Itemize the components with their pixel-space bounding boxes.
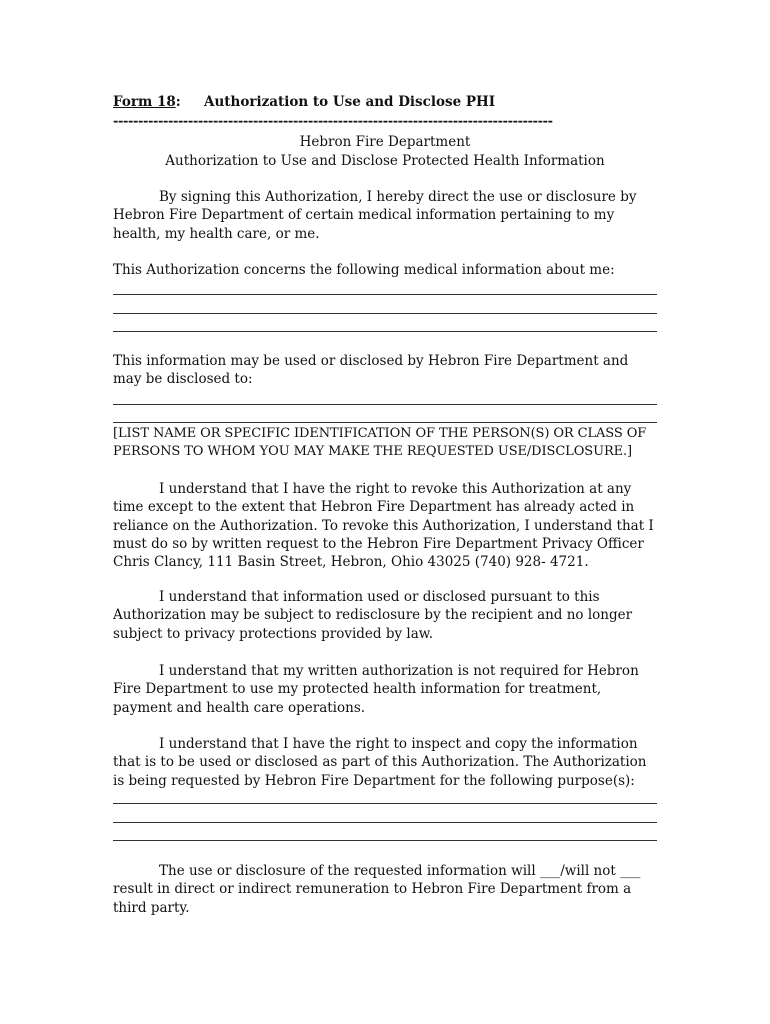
form-number-colon: :: [175, 94, 181, 110]
paragraph-medical-info: [113, 261, 661, 279]
paragraph-line: [LIST NAME OR SPECIFIC IDENTIFICATION OF THE PERSON(S) OR CLASS OF: [113, 426, 647, 441]
paragraph-line: may be disclosed to:: [113, 371, 253, 388]
header-separator: ----------------------------------------------------------------------------------------: [113, 114, 553, 129]
recipient-blank-line[interactable]: [113, 404, 657, 405]
paragraph-inspect: [113, 735, 661, 790]
paragraph-line: I understand that I have the right to revoke this Authorization at any: [159, 481, 632, 497]
medical-info-blank-line[interactable]: [113, 294, 657, 295]
paragraph-remuneration: [113, 862, 661, 917]
paragraph-line: I understand that information used or disclosed pursuant to this: [159, 589, 600, 605]
recipient-blank-line[interactable]: [113, 422, 657, 423]
paragraph-line: that is to be used or disclosed as part of this Authorization. The Authorization: [113, 754, 647, 771]
form-header: [113, 94, 496, 110]
paragraph-line: subject to privacy protections provided by law.: [113, 625, 434, 642]
document-title: Authorization to Use and Disclose Protected Health Information: [165, 153, 605, 169]
paragraph-redisclosure: [113, 588, 661, 643]
paragraph-line: Hebron Fire Department of certain medical information pertaining to my: [113, 207, 615, 224]
paragraph-line: PERSONS TO WHOM YOU MAY MAKE THE REQUESTED USE/DISCLOSURE.]: [113, 444, 633, 460]
paragraph-line: Chris Clancy, 111 Basin Street, Hebron, Ohio 43025 (740) 928- 4721.: [113, 554, 589, 571]
paragraph-line: payment and health care operations.: [113, 699, 366, 716]
purpose-blank-line[interactable]: [113, 840, 657, 841]
organization-name: Hebron Fire Department: [299, 134, 471, 150]
paragraph-line: By signing this Authorization, I hereby direct the use or disclosure by: [159, 189, 637, 205]
medical-info-blank-line[interactable]: [113, 313, 657, 314]
form-title: Authorization to Use and Disclose PHI: [204, 94, 496, 110]
paragraph-disclosure: [113, 352, 661, 389]
paragraph-line: reliance on the Authorization. To revoke this Authorization, I understand that I: [113, 517, 654, 534]
paragraph-line: Authorization may be subject to redisclosure by the recipient and no longer: [113, 607, 633, 624]
paragraph-line: health, my health care, or me.: [113, 225, 320, 242]
paragraph-line: time except to the extent that Hebron Fire Department has already acted in: [113, 499, 635, 516]
paragraph-line: third party.: [113, 899, 190, 916]
form-number: Form 18: [113, 94, 176, 110]
paragraph-line: must do so by written request to the Hebron Fire Department Privacy Officer: [113, 535, 644, 552]
paragraph-line: This Authorization concerns the following medical information about me:: [113, 262, 615, 278]
paragraph-line: is being requested by Hebron Fire Department for the following purpose(s):: [113, 772, 635, 789]
paragraph-line: I understand that my written authorization is not required for Hebron: [159, 663, 639, 679]
purpose-blank-line[interactable]: [113, 803, 657, 804]
recipient-instructions: [113, 425, 661, 462]
paragraph-line: Fire Department to use my protected health information for treatment,: [113, 681, 602, 698]
purpose-blank-line[interactable]: [113, 822, 657, 823]
paragraph-line: result in direct or indirect remuneration to Hebron Fire Department from a: [113, 881, 632, 898]
paragraph-line: I understand that I have the right to inspect and copy the information: [159, 736, 638, 752]
medical-info-blank-line[interactable]: [113, 331, 657, 332]
paragraph-line: The use or disclosure of the requested information will ___/will not ___: [159, 863, 641, 879]
paragraph-not-required: [113, 662, 661, 717]
paragraph-revocation: [113, 480, 661, 571]
paragraph-direction: [113, 188, 661, 243]
paragraph-line: This information may be used or disclosed by Hebron Fire Department and: [113, 353, 629, 369]
